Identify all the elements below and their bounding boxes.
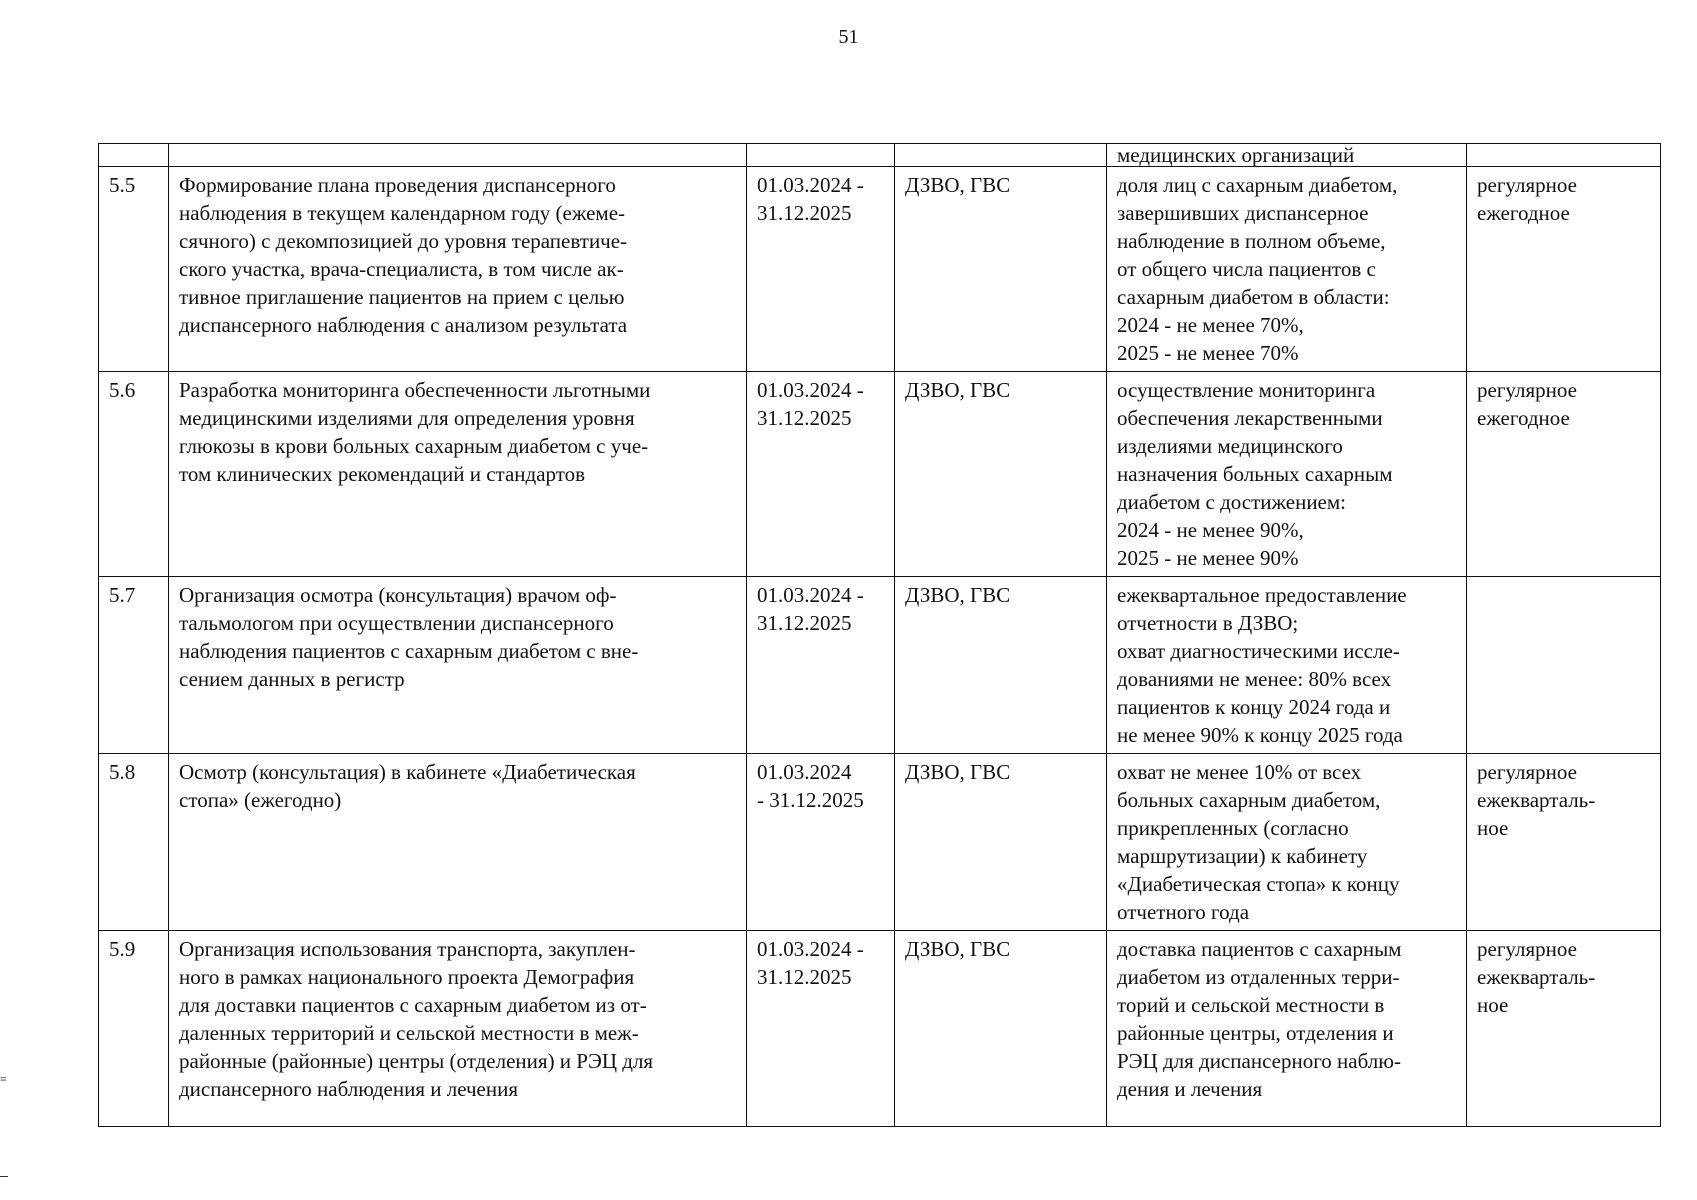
activity-line: диспансерного наблюдения с анализом результата (179, 313, 628, 337)
activity-line: Разработка мониторинга обеспеченности льготными (179, 378, 651, 402)
frequency-cell (1467, 167, 1661, 372)
executors-cell: ДЗВО, ГВС (895, 754, 1107, 931)
indicator-cell: медицинских организаций (1107, 144, 1467, 167)
activity-cell (169, 167, 747, 372)
frequency-cell (1467, 931, 1661, 1127)
indicator-line: дения и лечения (1117, 1077, 1263, 1101)
activity-line: Организация осмотра (консультация) врачом оф- (179, 583, 617, 607)
indicator-line: диабетом из отдаленных терри- (1117, 965, 1400, 989)
frequency-line: ное (1477, 816, 1509, 840)
activity-line: том клинических рекомендаций и стандартов (179, 462, 586, 486)
row-number: 5.6 (99, 372, 169, 577)
activity-line: наблюдения пациентов с сахарным диабетом с вне- (179, 639, 639, 663)
indicator-line: 2024 - не менее 70%, (1117, 313, 1304, 337)
dates-cell (747, 754, 895, 931)
table-row (99, 931, 1661, 1127)
activity-line: ного в рамках национального проекта Демография (179, 965, 635, 989)
activity-line: тивное приглашение пациентов на прием с целью (179, 285, 625, 309)
indicator-line: обеспечения лекарственными (1117, 406, 1383, 430)
indicator-line: «Диабетическая стопа» к концу (1117, 872, 1400, 896)
row-number: 5.9 (99, 931, 169, 1127)
date-line: 31.12.2025 (757, 406, 852, 430)
indicator-line: торий и сельской местности в (1117, 993, 1385, 1017)
indicator-line: ежеквартальное предоставление (1117, 583, 1407, 607)
margin-marks: ≡ (0, 1072, 7, 1086)
activity-line: Осмотр (консультация) в кабинете «Диабетическая (179, 760, 636, 784)
executors-cell (895, 144, 1107, 167)
margin-dash (0, 1176, 8, 1177)
activity-line: Организация использования транспорта, закуплен- (179, 937, 636, 961)
activity-line: сячного) с декомпозицией до уровня терапевтиче- (179, 229, 628, 253)
frequency-cell (1467, 754, 1661, 931)
indicator-line: районные центры, отделения и (1117, 1021, 1394, 1045)
date-line: 01.03.2024 - (757, 937, 864, 961)
activity-cell (169, 144, 747, 167)
indicator-cell (1107, 577, 1467, 754)
activity-line: Формирование плана проведения диспансерного (179, 173, 616, 197)
indicator-line: маршрутизации) к кабинету (1117, 844, 1368, 868)
activity-line: диспансерного наблюдения и лечения (179, 1077, 519, 1101)
indicator-line: завершивших диспансерное (1117, 201, 1369, 225)
date-line: 31.12.2025 (757, 611, 852, 635)
executors-cell: ДЗВО, ГВС (895, 167, 1107, 372)
indicator-line: 2025 - не менее 90% (1117, 546, 1299, 570)
indicator-line: охват диагностическими иссле- (1117, 639, 1400, 663)
frequency-line: ежегодное (1477, 201, 1570, 225)
indicator-line: РЭЦ для диспансерного наблю- (1117, 1049, 1401, 1073)
dates-cell (747, 931, 895, 1127)
activity-line: районные (районные) центры (отделения) и РЭЦ для (179, 1049, 654, 1073)
date-line: 01.03.2024 - (757, 583, 864, 607)
indicator-line: наблюдение в полном объеме, (1117, 229, 1386, 253)
table-row (99, 577, 1661, 754)
date-line: 01.03.2024 - (757, 173, 864, 197)
executors-cell: ДЗВО, ГВС (895, 577, 1107, 754)
date-line: 01.03.2024 - (757, 378, 864, 402)
row-number: 5.7 (99, 577, 169, 754)
indicator-line: осуществление мониторинга (1117, 378, 1376, 402)
num-cell (99, 144, 169, 167)
indicator-cell (1107, 931, 1467, 1127)
frequency-line: ежекварталь- (1477, 965, 1596, 989)
activity-cell (169, 372, 747, 577)
frequency-line: регулярное (1477, 173, 1577, 197)
indicator-line: охват не менее 10% от всех (1117, 760, 1362, 784)
table-row (99, 167, 1661, 372)
frequency-line: ежекварталь- (1477, 788, 1596, 812)
indicator-line: диабетом с достижением: (1117, 490, 1347, 514)
indicator-line: больных сахарным диабетом, (1117, 788, 1381, 812)
activity-cell (169, 754, 747, 931)
activity-line: стопа» (ежегодно) (179, 788, 342, 812)
activity-line: сением данных в регистр (179, 667, 405, 691)
activity-cell (169, 577, 747, 754)
activity-line: ского участка, врача-специалиста, в том числе ак- (179, 257, 624, 281)
page-number: 51 (838, 26, 859, 48)
frequency-cell (1467, 144, 1661, 167)
indicator-line: отчетного года (1117, 900, 1250, 924)
date-line: 31.12.2025 (757, 965, 852, 989)
activity-line: глюкозы в крови больных сахарным диабетом с уче- (179, 434, 649, 458)
activity-line: даленных территорий и сельской местности в меж- (179, 1021, 639, 1045)
frequency-line: регулярное (1477, 937, 1577, 961)
row-number: 5.8 (99, 754, 169, 931)
indicator-cell (1107, 167, 1467, 372)
indicator-line: от общего числа пациентов с (1117, 257, 1376, 281)
indicator-line: 2024 - не менее 90%, (1117, 518, 1304, 542)
frequency-line: регулярное (1477, 760, 1577, 784)
indicator-line: 2025 - не менее 70% (1117, 341, 1299, 365)
frequency-cell (1467, 577, 1661, 754)
dates-cell (747, 167, 895, 372)
indicator-line: доставка пациентов с сахарным (1117, 937, 1402, 961)
indicator-line: отчетности в ДЗВО; (1117, 611, 1299, 635)
dates-cell (747, 144, 895, 167)
activity-line: медицинскими изделиями для определения уровня (179, 406, 635, 430)
activity-line: тальмологом при осуществлении диспансерного (179, 611, 614, 635)
indicator-line: не менее 90% к концу 2025 года (1117, 723, 1403, 747)
indicator-cell (1107, 372, 1467, 577)
date-line: 31.12.2025 (757, 201, 852, 225)
activity-cell (169, 931, 747, 1127)
frequency-cell (1467, 372, 1661, 577)
row-number: 5.5 (99, 167, 169, 372)
frequency-line: ежегодное (1477, 406, 1570, 430)
table-row (99, 754, 1661, 931)
activity-line: наблюдения в текущем календарном году (ежеме- (179, 201, 626, 225)
executors-cell: ДЗВО, ГВС (895, 931, 1107, 1127)
indicator-cell (1107, 754, 1467, 931)
action-plan-table (98, 143, 1661, 1127)
date-line: 01.03.2024 (757, 760, 852, 784)
date-line: - 31.12.2025 (757, 788, 864, 812)
table-row (99, 372, 1661, 577)
activity-line: для доставки пациентов с сахарным диабетом из от- (179, 993, 647, 1017)
indicator-line: пациентов к концу 2024 года и (1117, 695, 1391, 719)
dates-cell (747, 372, 895, 577)
indicator-line: доля лиц с сахарным диабетом, (1117, 173, 1398, 197)
frequency-line: регулярное (1477, 378, 1577, 402)
executors-cell: ДЗВО, ГВС (895, 372, 1107, 577)
indicator-line: сахарным диабетом в области: (1117, 285, 1390, 309)
indicator-line: дованиями не менее: 80% всех (1117, 667, 1392, 691)
dates-cell (747, 577, 895, 754)
indicator-line: прикрепленных (согласно (1117, 816, 1349, 840)
indicator-line: назначения больных сахарным (1117, 462, 1393, 486)
frequency-line: ное (1477, 993, 1509, 1017)
indicator-line: изделиями медицинского (1117, 434, 1343, 458)
continuation-row (99, 144, 1661, 167)
